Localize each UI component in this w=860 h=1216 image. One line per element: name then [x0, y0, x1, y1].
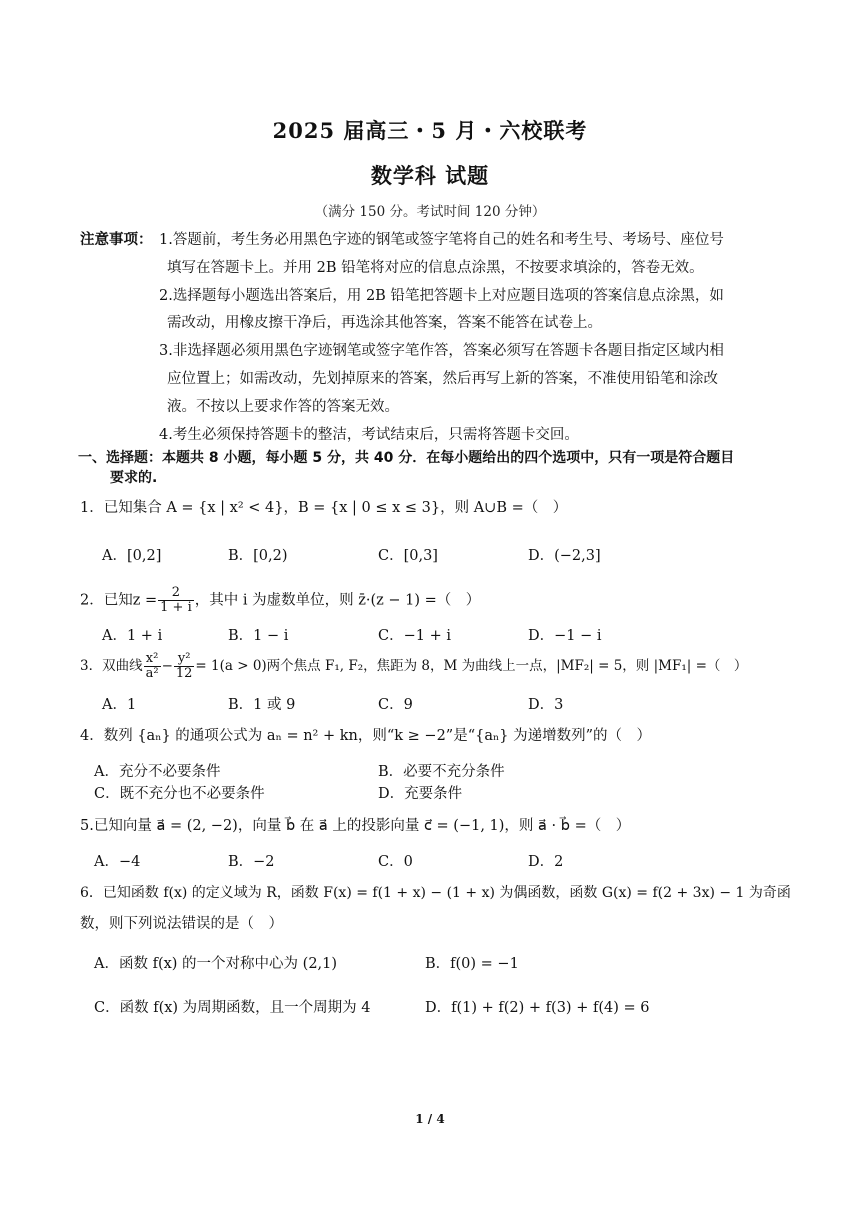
question-3-option-d: D．3	[528, 697, 564, 713]
notice-item-4: 4.考生必须保持答题卡的整洁，考试结束后，只需将答题卡交回。	[159, 427, 579, 443]
question-4-option-d: D．充要条件	[378, 786, 463, 802]
question-2-option-a: A．1 + i	[102, 628, 163, 644]
notice-item-1-line-2: 填写在答题卡上。并用 2B 铅笔将对应的信息点涂黑，不按要求填涂的，答卷无效。	[167, 260, 704, 276]
question-6-option-c: C．函数 f(x) 为周期函数，且一个周期为 4	[94, 1000, 371, 1016]
question-3-fraction-2	[174, 652, 195, 681]
notice-label: 注意事项：	[80, 231, 153, 248]
notice-item-2-line-2: 需改动，用橡皮擦干净后，再选涂其他答案，答案不能答在试卷上。	[167, 315, 602, 331]
question-6-option-b: B．f(0) = −1	[425, 956, 519, 972]
question-3-denominator-2: 12	[175, 666, 193, 681]
question-4-option-c: C．既不充分也不必要条件	[94, 786, 265, 802]
question-5-option-c: C．0	[378, 854, 413, 870]
question-6-stem-line-1: 6．已知函数 f(x) 的定义域为 R，函数 F(x) = f(1 + x) − (1 + x) 为偶函数，函数 G(x) = f(2 + 3x) − 1 为奇函	[80, 885, 791, 901]
question-3-fraction-1	[144, 652, 161, 681]
question-3-minus: −	[161, 658, 173, 674]
question-3-option-b: B．1 或 9	[228, 697, 296, 713]
section-heading-line-2: 要求的.	[110, 470, 158, 486]
question-4-stem: 4．数列 {aₙ} 的通项公式为 aₙ = n² + kn，则“k ≥ −2”是“{aₙ} 为递增数列”的（ ）	[80, 728, 652, 744]
question-4-option-b: B．必要不充分条件	[378, 764, 505, 780]
question-3-option-c: C．9	[378, 697, 413, 713]
question-6-option-a: A．函数 f(x) 的一个对称中心为 (2,1)	[94, 956, 338, 972]
question-3-denominator-1: a²	[145, 666, 159, 681]
question-4-option-a: A．充分不必要条件	[94, 764, 221, 780]
question-1-option-b: B．[0,2)	[228, 548, 288, 564]
question-2-fraction	[158, 586, 194, 615]
question-5-option-a: A．−4	[94, 854, 141, 870]
question-3-numerator-2: y²	[174, 652, 195, 667]
notice-item-3-line-3: 液。不按以上要求作答的答案无效。	[167, 399, 399, 415]
exam-title: 2025 届高三・5 月・六校联考	[272, 118, 588, 143]
question-2-z: z =	[132, 592, 158, 609]
question-2-post: ，其中 i 为虚数单位，则 z̄·(z − 1) =（ ）	[194, 592, 481, 609]
question-5-option-b: B．−2	[228, 854, 275, 870]
question-2-option-b: B．1 − i	[228, 628, 289, 644]
exam-subject: 数学科 试题	[370, 163, 490, 188]
question-6-option-d: D．f(1) + f(2) + f(3) + f(4) = 6	[425, 1000, 650, 1016]
question-1-stem: 1．已知集合 A = {x | x² < 4}，B = {x | 0 ≤ x ≤ 3}，则 A∪B =（ ）	[80, 500, 568, 516]
notice-item-1-line-1: 1.答题前，考生务必用黑色字迹的钢笔或签字笔将自己的姓名和考生号、考场号、座位号	[159, 232, 724, 248]
section-heading-line-1: 一、选择题：本题共 8 小题，每小题 5 分，共 40 分．在每小题给出的四个选项中，只有一项是符合题目	[78, 450, 735, 466]
notice-item-3-line-2: 应位置上；如需改动，先划掉原来的答案，然后再写上新的答案，不准使用铅笔和涂改	[167, 371, 718, 387]
question-1-option-d: D．(−2,3]	[528, 548, 601, 564]
notice-item-2-line-1: 2.选择题每小题选出答案后，用 2B 铅笔把答题卡上对应题目选项的答案信息点涂黑，如	[159, 288, 724, 304]
question-2-denominator: 1 + i	[160, 600, 192, 615]
question-1-option-a: A．[0,2]	[102, 548, 162, 564]
question-1-option-c: C．[0,3]	[378, 548, 438, 564]
question-3-stem	[80, 652, 747, 681]
question-5-stem: 5.已知向量 a⃗ = (2, −2)，向量 b⃗ 在 a⃗ 上的投影向量 c⃗ = (−1, 1)，则 a⃗ · b⃗ =（ ）	[80, 818, 631, 834]
question-6-stem-line-2: 数，则下列说法错误的是（ ）	[80, 916, 283, 932]
question-3-numerator-1: x²	[144, 652, 161, 667]
page-number: 1 / 4	[415, 1112, 445, 1126]
question-3-post: = 1(a > 0)两个焦点 F₁, F₂，焦距为 8，M 为曲线上一点，|MF₂| = 5，则 |MF₁| =（ ）	[195, 658, 748, 674]
notice-item-3-line-1: 3.非选择题必须用黑色字迹钢笔或签字笔作答，答案必须写在答题卡各题目指定区域内相	[159, 343, 724, 359]
question-2-option-d: D．−1 − i	[528, 628, 602, 644]
question-3-pre: 3．双曲线	[80, 658, 143, 674]
question-2-stem	[80, 586, 480, 615]
exam-info: （满分 150 分。考试时间 120 分钟）	[314, 204, 546, 220]
question-5-option-d: D．2	[528, 854, 564, 870]
question-2-pre: 2．已知	[80, 592, 133, 609]
question-2-option-c: C．−1 + i	[378, 628, 451, 644]
question-3-option-a: A．1	[102, 697, 137, 713]
question-2-numerator: 2	[158, 586, 194, 601]
